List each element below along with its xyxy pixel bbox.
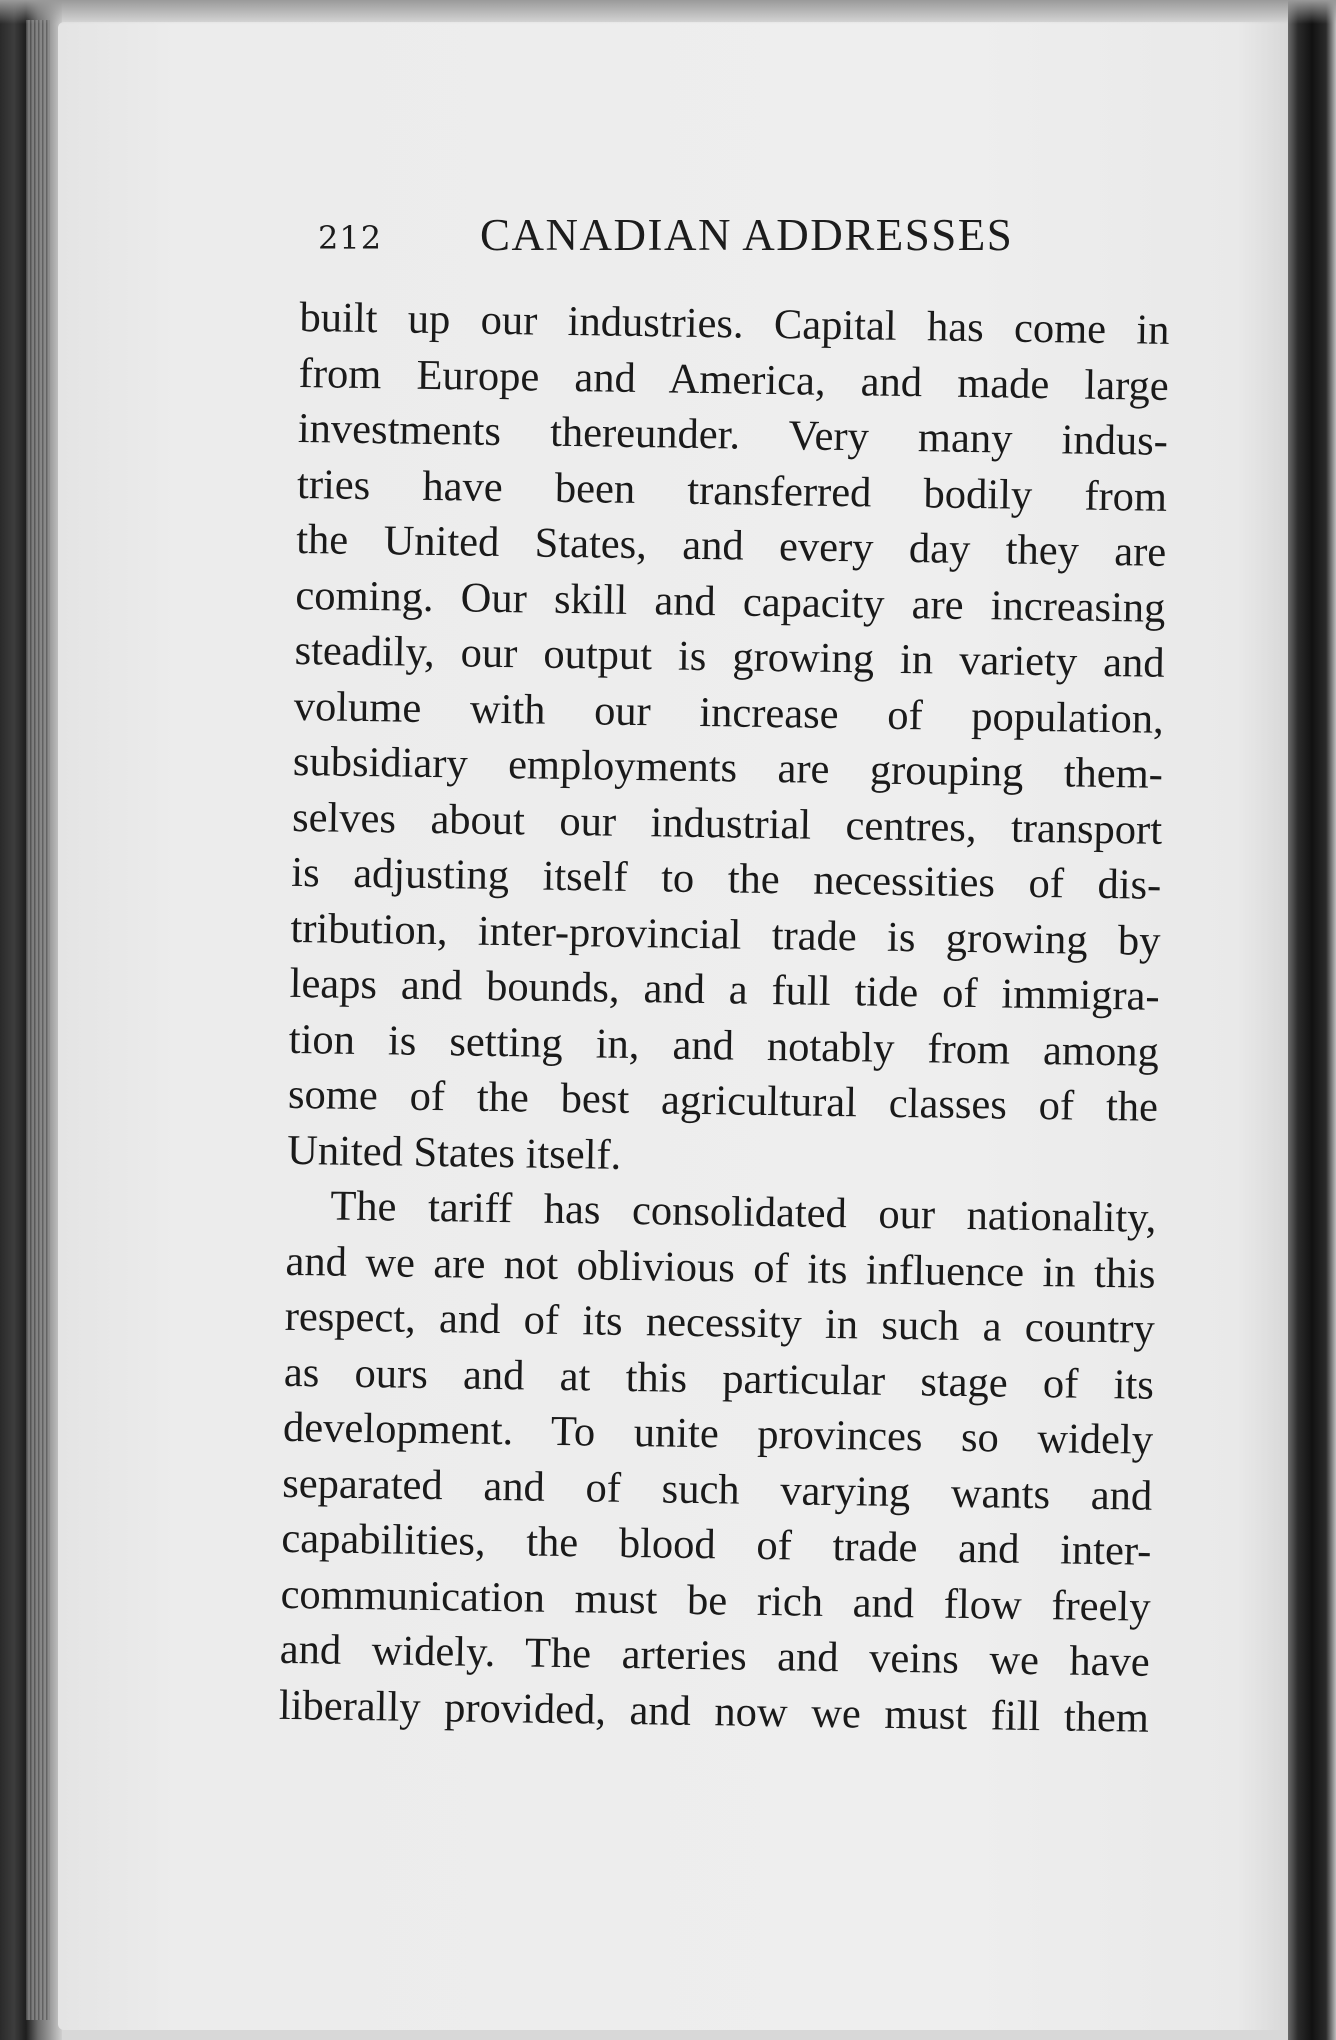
text-line: communication must be rich and flow freely xyxy=(280,1570,1151,1631)
text-line: separated and of such varying wants and xyxy=(281,1459,1153,1520)
text-line: the United States, and every day they are xyxy=(295,515,1167,576)
text-line: and we are not oblivious of its influence in this xyxy=(285,1237,1156,1298)
paragraph-1 xyxy=(287,290,1170,1191)
text-line: volume with our increase of population, xyxy=(293,682,1165,743)
text-line: is adjusting itself to the necessities of dis- xyxy=(291,848,1162,909)
text-line: some of the best agricultural classes of the xyxy=(287,1070,1159,1131)
text-line: investments thereunder. Very many indus- xyxy=(297,404,1169,465)
page-stack-edges xyxy=(26,20,50,2020)
text-line: and widely. The arteries and veins we have xyxy=(279,1625,1151,1686)
top-shadow xyxy=(0,0,1336,24)
running-header xyxy=(318,205,1028,265)
text-line: subsidiary employments are grouping them- xyxy=(292,737,1164,798)
text-line: tribution, inter-provincial trade is growing by xyxy=(290,904,1161,965)
text-line: tries have been transferred bodily from xyxy=(296,460,1168,521)
text-line: development. To unite provinces so widely xyxy=(282,1403,1154,1464)
text-line: as ours and at this particular stage of its xyxy=(283,1348,1155,1409)
text-line: United States itself. xyxy=(286,1126,622,1179)
text-line: leaps and bounds, and a full tide of immigra- xyxy=(289,959,1160,1020)
text-line: selves about our industrial centres, transport xyxy=(291,793,1163,854)
text-line: tion is setting in, and notably from among xyxy=(288,1015,1160,1076)
paragraph-2 xyxy=(279,1178,1157,1746)
text-line: built up our industries. Capital has come in xyxy=(299,293,1170,354)
page-number: 212 xyxy=(318,219,383,257)
text-line: from Europe and America, and made large xyxy=(298,349,1170,410)
text-line: steadily, our output is growing in variety and xyxy=(294,626,1165,687)
text-line: liberally provided, and now we must fill them xyxy=(278,1681,1150,1742)
running-title: CANADIAN ADDRESSES xyxy=(480,210,1014,260)
text-line: The tariff has consolidated our nationality, xyxy=(330,1182,1157,1242)
text-line: capabilities, the blood of trade and inter- xyxy=(281,1514,1152,1575)
text-line: respect, and of its necessity in such a country xyxy=(284,1292,1156,1353)
body-text xyxy=(279,290,1170,1746)
text-line: coming. Our skill and capacity are increasing xyxy=(295,571,1166,632)
right-binding-edge xyxy=(1288,0,1336,2040)
